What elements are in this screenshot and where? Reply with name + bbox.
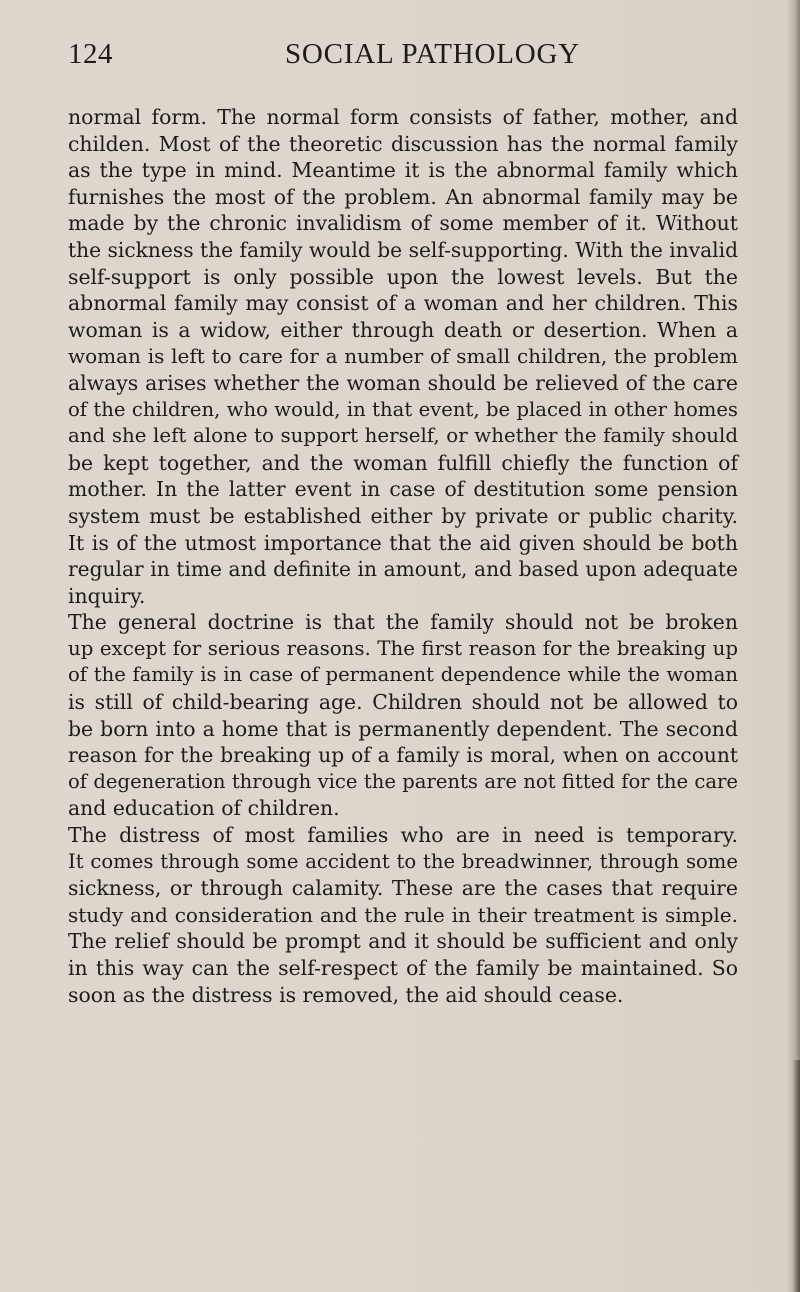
text-line: reason for the breaking up of a family is moral, when on account — [68, 743, 738, 768]
text-line: system must be established either by private or public charity. — [68, 503, 738, 528]
text-line: furnishes the most of the problem. An abnormal family may be — [68, 184, 738, 209]
text-line: woman is left to care for a number of small children, the problem — [68, 344, 738, 369]
text-line: of degeneration through vice the parents are not fitted for the care — [68, 769, 738, 793]
text-line: made by the chronic invalidism of some member of it. Without — [68, 211, 738, 236]
text-line: up except for serious reasons. The first reason for the breaking up — [68, 636, 738, 660]
text-line: The distress of most families who are in need is temporary. — [68, 823, 738, 848]
text-line: The relief should be prompt and it should be sufficient and only — [68, 929, 738, 954]
text-line: and she left alone to support herself, or whether the family should — [68, 424, 738, 448]
text-line: be born into a home that is permanently dependent. The second — [68, 716, 738, 741]
running-head — [68, 38, 735, 78]
text-line: in this way can the self-respect of the family be maintained. So — [68, 956, 738, 980]
text-line: is still of child-bearing age. Children should not be allowed to — [68, 690, 738, 715]
text-line: be kept together, and the woman fulfill chiefly the function of — [68, 450, 738, 475]
text-line: self-support is only possible upon the lowest levels. But the — [68, 264, 738, 289]
text-line: childen. Most of the theoretic discussion has the normal family — [68, 131, 738, 156]
text-line: It comes through some accident to the breadwinner, through some — [68, 849, 738, 873]
text-line: sickness, or through calamity. These are the cases that require — [68, 876, 738, 901]
text-line: soon as the distress is removed, the aid should cease. — [68, 982, 624, 1007]
text-line: It is of the utmost importance that the aid given should be both — [68, 530, 738, 555]
text-line: always arises whether the woman should be relieved of the care — [68, 370, 738, 395]
text-line: inquiry. — [68, 583, 146, 608]
text-line: woman is a widow, either through death or desertion. When a — [68, 317, 738, 342]
text-line: of the children, who would, in that event, be placed in other homes — [68, 397, 738, 421]
text-line: the sickness the family would be self-supporting. With the invalid — [68, 237, 738, 262]
text-line: normal form. The normal form consists of father, mother, and — [68, 105, 738, 129]
text-line: of the family is in case of permanent dependence while the woman — [68, 663, 738, 687]
text-line: regular in time and definite in amount, and based upon adequate — [68, 557, 738, 582]
text-line: and education of children. — [68, 796, 340, 821]
text-line: as the type in mind. Meantime it is the abnormal family which — [68, 158, 738, 183]
text-line: The general doctrine is that the family should not be broken — [68, 610, 738, 635]
page-number: 124 — [68, 38, 113, 70]
text-line: mother. In the latter event in case of destitution some pension — [68, 477, 738, 502]
body-text — [68, 104, 738, 1008]
page-edge-dark — [792, 1060, 800, 1292]
text-line: study and consideration and the rule in their treatment is simple. — [68, 902, 738, 927]
running-title: SOCIAL PATHOLOGY — [285, 38, 581, 70]
text-line: abnormal family may consist of a woman and her children. This — [68, 291, 738, 316]
